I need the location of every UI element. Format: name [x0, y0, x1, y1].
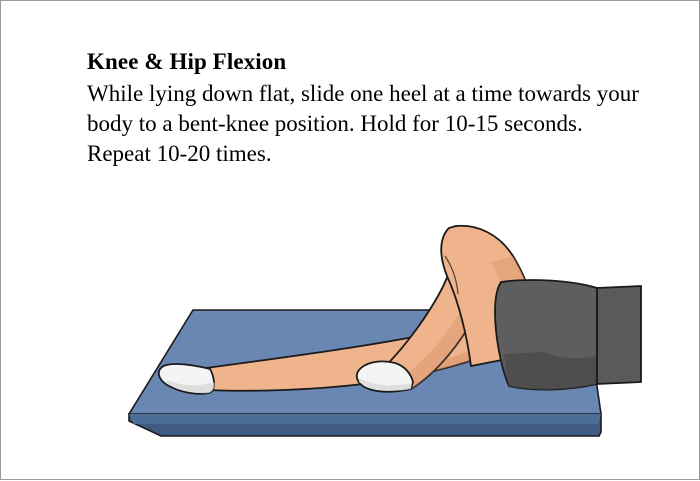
page-title: Knee & Hip Flexion — [87, 49, 287, 74]
illustration-svg — [1, 186, 699, 476]
exercise-illustration — [1, 186, 699, 476]
instruction-body: While lying down flat, slide one heel at a time towards your body to a bent-knee position. Hold for 10-15 seconds. Repeat 10-20 times. — [87, 81, 639, 166]
instruction-text-block — [87, 47, 647, 169]
shorts-shape — [495, 280, 641, 390]
